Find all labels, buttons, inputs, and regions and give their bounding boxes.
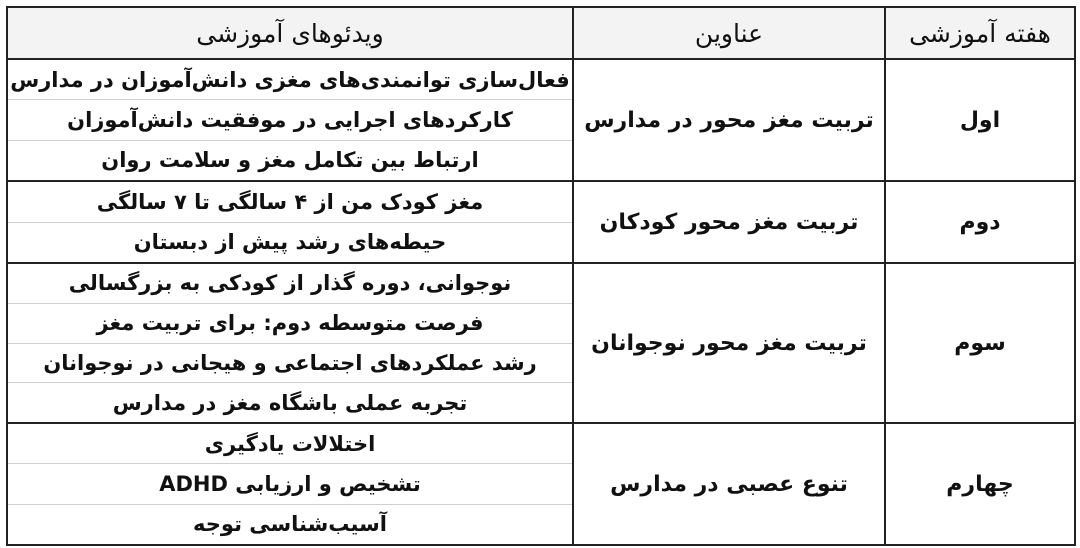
row-title: تربیت مغز محور کودکان: [573, 181, 885, 263]
video-list: [8, 264, 572, 422]
week-label: سوم: [885, 263, 1075, 423]
video-item: رشد عملکردهای اجتماعی و هیجانی در نوجوانان: [8, 344, 572, 384]
table-row-week-2: [7, 181, 1075, 263]
training-schedule-table: [6, 6, 1076, 546]
video-item: فعال‌سازی توانمندی‌های مغزی دانش‌آموزان در مدارس: [8, 60, 572, 100]
header-row: [7, 7, 1075, 59]
row-title: تربیت مغز محور در مدارس: [573, 59, 885, 181]
week-label: دوم: [885, 181, 1075, 263]
video-item: نوجوانی، دوره گذار از کودکی به بزرگسالی: [8, 264, 572, 304]
table-row-week-1: [7, 59, 1075, 181]
table-row-week-4: [7, 423, 1075, 545]
video-list-cell: [7, 59, 573, 181]
header-title: عناوین: [573, 7, 885, 59]
video-item: اختلالات یادگیری: [8, 424, 572, 464]
row-title: تربیت مغز محور نوجوانان: [573, 263, 885, 423]
week-label: چهارم: [885, 423, 1075, 545]
video-list: [8, 182, 572, 262]
video-list: [8, 60, 572, 180]
header-week: هفته آموزشی: [885, 7, 1075, 59]
video-list-cell: [7, 263, 573, 423]
video-item: مغز کودک من از ۴ سالگی تا ۷ سالگی: [8, 182, 572, 223]
video-item: فرصت متوسطه دوم: برای تربیت مغز: [8, 304, 572, 344]
week-label: اول: [885, 59, 1075, 181]
video-item: ارتباط بین تکامل مغز و سلامت روان: [101, 148, 479, 173]
header-videos: ویدئوهای آموزشی: [7, 7, 573, 59]
row-title: تنوع عصبی در مدارس: [573, 423, 885, 545]
table-row-week-3: [7, 263, 1075, 423]
video-list-cell: [7, 181, 573, 263]
video-item: تشخیص و ارزیابی ADHD: [8, 464, 572, 504]
video-list-cell: [7, 423, 573, 545]
video-item: کارکردهای اجرایی در موفقیت دانش‌آموزان: [8, 100, 572, 140]
schedule-table-wrapper: [6, 6, 1074, 542]
video-item: تجربه عملی باشگاه مغز در مدارس: [112, 390, 468, 415]
video-list: [8, 424, 572, 544]
video-item: آسیب‌شناسی توجه: [193, 512, 387, 537]
video-item: حیطه‌های رشد پیش از دبستان: [133, 230, 447, 255]
